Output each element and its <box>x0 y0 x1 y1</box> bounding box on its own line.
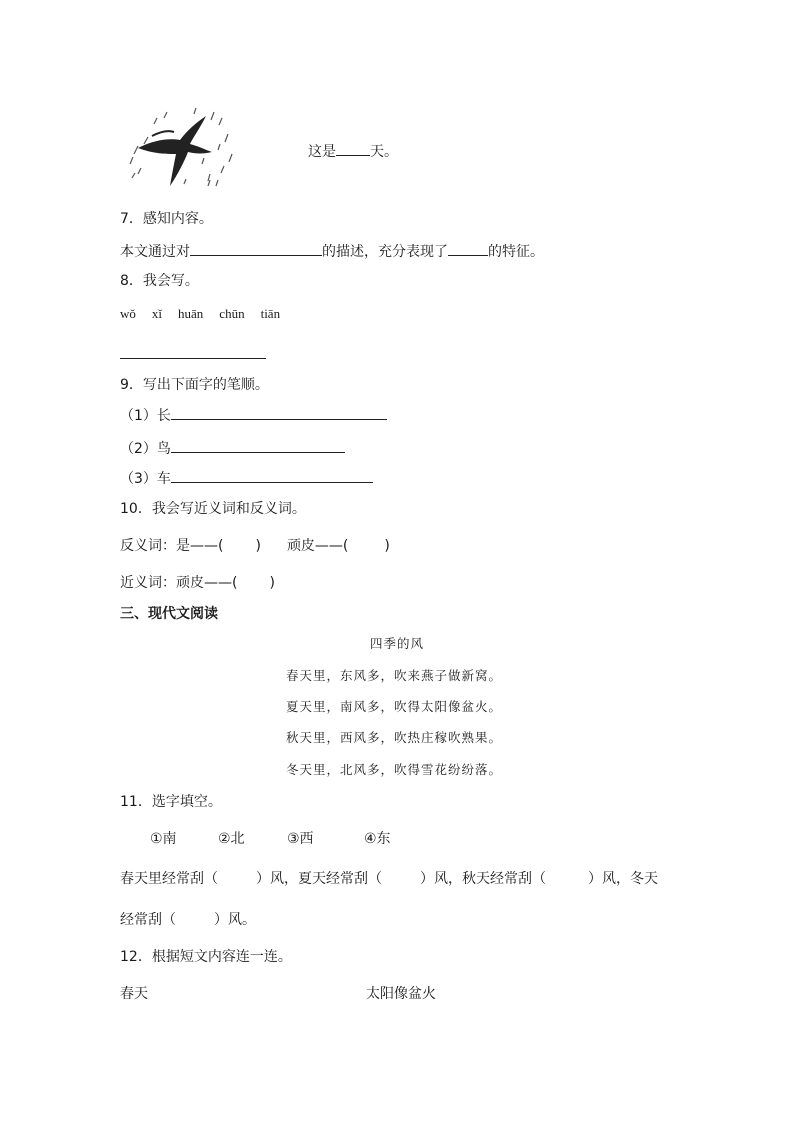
antonym-close-2: ) <box>384 538 390 554</box>
pinyin-3: huān <box>178 306 204 321</box>
q7-title: 7．感知内容。 <box>120 211 213 227</box>
poem-title: 四季的风 <box>370 636 425 651</box>
q7-text-a: 本文通过对 <box>120 244 190 260</box>
q11-option-4: ④东 <box>364 831 391 847</box>
q9-item-1 <box>120 404 387 425</box>
poem-line-3: 秋天里，西风多，吹热庄稼吹熟果。 <box>286 730 503 745</box>
q12-left-item[interactable]: 春天 <box>120 986 148 1002</box>
q8-title: 8．我会写。 <box>120 273 199 289</box>
q7-text-b: 的描述，充分表现了 <box>322 244 448 260</box>
q11-option-2: ②北 <box>218 831 245 847</box>
swallow-icon <box>124 104 240 192</box>
q7-text-c: 的特征。 <box>488 244 544 260</box>
antonym-close-1: ) <box>255 538 261 554</box>
q9-item-label: （1）长 <box>120 408 171 424</box>
q12-right-item[interactable]: 太阳像盆火 <box>366 986 436 1002</box>
q6-suffix: 天。 <box>370 144 398 160</box>
q7-blank-2[interactable] <box>448 240 488 256</box>
q11-text-f: ）风。 <box>214 912 256 928</box>
q9-item-3 <box>120 467 373 488</box>
q11-text-e: 经常刮（ <box>120 912 176 928</box>
q6-answer-line <box>308 140 398 161</box>
q8-pinyin-row <box>120 306 296 322</box>
q12-title: 12．根据短文内容连一连。 <box>120 949 292 965</box>
q9-blank-2[interactable] <box>171 437 345 453</box>
q10-title: 10．我会写近义词和反义词。 <box>120 501 306 517</box>
q11-fill-line-2 <box>120 909 256 929</box>
q11-text-a: 春天里经常刮（ <box>120 871 218 887</box>
section-heading: 三、现代文阅读 <box>120 606 218 622</box>
q9-blank-1[interactable] <box>171 404 387 420</box>
poem-line-1: 春天里，东风多，吹来燕子做新窝。 <box>286 668 503 683</box>
pinyin-5: tiān <box>260 306 281 321</box>
q11-text-c: ）风，秋天经常刮（ <box>420 871 546 887</box>
q6-prefix: 这是 <box>308 144 336 160</box>
q9-blank-3[interactable] <box>171 467 373 483</box>
antonym-label: 反义词：是——( <box>120 538 224 554</box>
pinyin-1: wǒ <box>120 306 136 321</box>
q11-option-3: ③西 <box>287 831 314 847</box>
q11-text-b: ）风，夏天经常刮（ <box>256 871 382 887</box>
q9-title: 9．写出下面字的笔顺。 <box>120 377 269 393</box>
q7-blank-1[interactable] <box>190 240 322 256</box>
q11-title: 11．选字填空。 <box>120 794 222 810</box>
q7-line <box>120 240 544 261</box>
poem-line-2: 夏天里，南风多，吹得太阳像盆火。 <box>286 699 503 714</box>
q11-option-1: ①南 <box>150 831 177 847</box>
q8-answer-line[interactable] <box>120 358 266 359</box>
synonym-label: 近义词：顽皮——( <box>120 575 238 591</box>
q10-antonym-line <box>120 535 390 555</box>
q9-item-2 <box>120 437 345 458</box>
swallow-illustration <box>124 104 240 192</box>
q10-synonym-line <box>120 572 275 592</box>
q11-text-d: ）风，冬天 <box>588 871 658 887</box>
synonym-close: ) <box>269 575 275 591</box>
pinyin-4: chūn <box>219 306 245 321</box>
poem-line-4: 冬天里，北风多，吹得雪花纷纷落。 <box>286 762 503 777</box>
antonym-word-2: 顽皮——( <box>286 538 349 554</box>
q6-blank[interactable] <box>336 140 370 156</box>
q9-item-label: （2）鸟 <box>120 441 171 457</box>
pinyin-2: xǐ <box>151 306 163 321</box>
q11-fill-line-1 <box>120 868 658 888</box>
q9-item-label: （3）车 <box>120 471 171 487</box>
